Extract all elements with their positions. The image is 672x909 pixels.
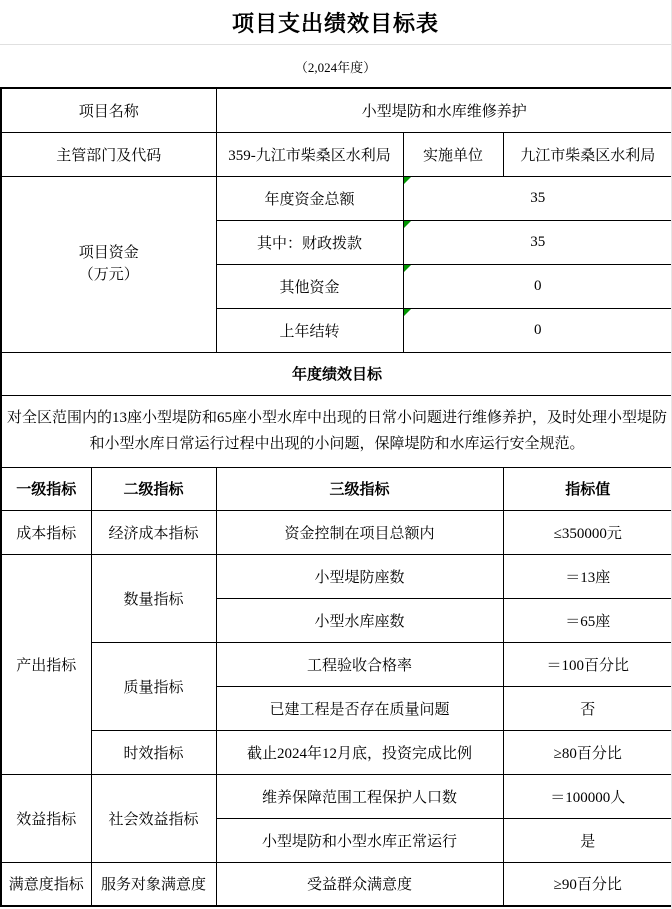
- cell-flag-triangle-icon: [404, 221, 411, 228]
- impl-unit-value-cell: 九江市柴桑区水利局: [503, 132, 672, 176]
- funding-label: 项目资金: [78, 244, 139, 261]
- table-row: [1, 395, 672, 467]
- indicator-value-cell: ＝100000人: [503, 774, 672, 818]
- dept-value-cell: 359-九江市柴桑区水利局: [216, 132, 403, 176]
- funding-unit: （万元）: [78, 267, 139, 283]
- header-level2-cell: 二级指标: [91, 467, 216, 510]
- annual-goal-description-cell: 对全区范围内的13座小型堤防和65座小型水库中出现的日常小问题进行维修养护，及时处理小型堤防和小型水库日常运行过程中出现的小问题，保障堤防和水库运行安全规范。: [1, 395, 672, 467]
- indicator-level2-cell: 社会效益指标: [91, 774, 216, 862]
- indicator-level2-cell: 时效指标: [91, 730, 216, 774]
- indicator-value-cell: ≥90百分比: [503, 862, 672, 906]
- header-level1-cell: 一级指标: [1, 467, 91, 510]
- table-row: [1, 467, 672, 510]
- indicator-value-cell: ≥80百分比: [503, 730, 672, 774]
- performance-table: [0, 87, 672, 907]
- impl-unit-label-cell: 实施单位: [403, 132, 503, 176]
- indicator-value-cell: ＝100百分比: [503, 642, 672, 686]
- annual-goal-header-cell: 年度绩效目标: [1, 352, 672, 395]
- indicator-level2-cell: 质量指标: [91, 642, 216, 730]
- table-row: [1, 774, 672, 818]
- funding-row-value-cell: [403, 308, 672, 352]
- project-name-label-cell: 项目名称: [1, 88, 216, 132]
- funding-row-value-cell: [403, 176, 672, 220]
- funding-row-name-cell: 年度资金总额: [216, 176, 403, 220]
- indicator-level3-cell: 工程验收合格率: [216, 642, 503, 686]
- table-row: [1, 730, 672, 774]
- funding-value: 0: [534, 277, 542, 294]
- indicator-value-cell: ＝13座: [503, 554, 672, 598]
- indicator-level3-cell: 维养保障范围工程保护人口数: [216, 774, 503, 818]
- page-title-text: 项目支出绩效目标表: [231, 10, 439, 36]
- fiscal-year-subtitle: [0, 45, 671, 87]
- funding-row-name-cell: 其中：财政拨款: [216, 220, 403, 264]
- indicator-level3-cell: 小型堤防座数: [216, 554, 503, 598]
- table-row: [1, 352, 672, 395]
- table-row: [1, 88, 672, 132]
- indicator-value-cell: ＝65座: [503, 598, 672, 642]
- indicator-level2-cell: 经济成本指标: [91, 510, 216, 554]
- indicator-level1-cell: 效益指标: [1, 774, 91, 862]
- table-row: [1, 862, 672, 906]
- funding-value: 35: [530, 189, 546, 206]
- indicator-level2-cell: 服务对象满意度: [91, 862, 216, 906]
- indicator-value-cell: 是: [503, 818, 672, 862]
- table-row: [1, 510, 672, 554]
- indicator-level1-cell: 满意度指标: [1, 862, 91, 906]
- header-level3-cell: 三级指标: [216, 467, 503, 510]
- cell-flag-triangle-icon: [404, 265, 411, 272]
- table-row: [1, 132, 672, 176]
- indicator-value-cell: 否: [503, 686, 672, 730]
- funding-row-name-cell: 其他资金: [216, 264, 403, 308]
- indicator-value-cell: ≤350000元: [503, 510, 672, 554]
- cell-flag-triangle-icon: [404, 309, 411, 316]
- indicator-level3-cell: 受益群众满意度: [216, 862, 503, 906]
- dept-label-cell: 主管部门及代码: [1, 132, 216, 176]
- funding-value: 0: [534, 321, 542, 338]
- table-row: [1, 642, 672, 686]
- funding-label-cell: [1, 176, 216, 352]
- indicator-level3-cell: 小型水库座数: [216, 598, 503, 642]
- funding-row-name-cell: 上年结转: [216, 308, 403, 352]
- table-row: [1, 176, 672, 220]
- page-title: [0, 0, 671, 45]
- indicator-level3-cell: 截止2024年12月底，投资完成比例: [216, 730, 503, 774]
- indicator-level3-cell: 已建工程是否存在质量问题: [216, 686, 503, 730]
- indicator-level1-cell: 产出指标: [1, 554, 91, 774]
- cell-flag-triangle-icon: [404, 177, 411, 184]
- indicator-level2-cell: 数量指标: [91, 554, 216, 642]
- funding-value: 35: [530, 233, 546, 250]
- fiscal-year-text: （2,024年度）: [294, 59, 377, 75]
- funding-row-value-cell: [403, 220, 672, 264]
- funding-row-value-cell: [403, 264, 672, 308]
- table-row: [1, 554, 672, 598]
- header-value-cell: 指标值: [503, 467, 672, 510]
- indicator-level3-cell: 小型堤防和小型水库正常运行: [216, 818, 503, 862]
- indicator-level1-cell: 成本指标: [1, 510, 91, 554]
- project-name-value-cell: 小型堤防和水库维修养护: [216, 88, 672, 132]
- indicator-level3-cell: 资金控制在项目总额内: [216, 510, 503, 554]
